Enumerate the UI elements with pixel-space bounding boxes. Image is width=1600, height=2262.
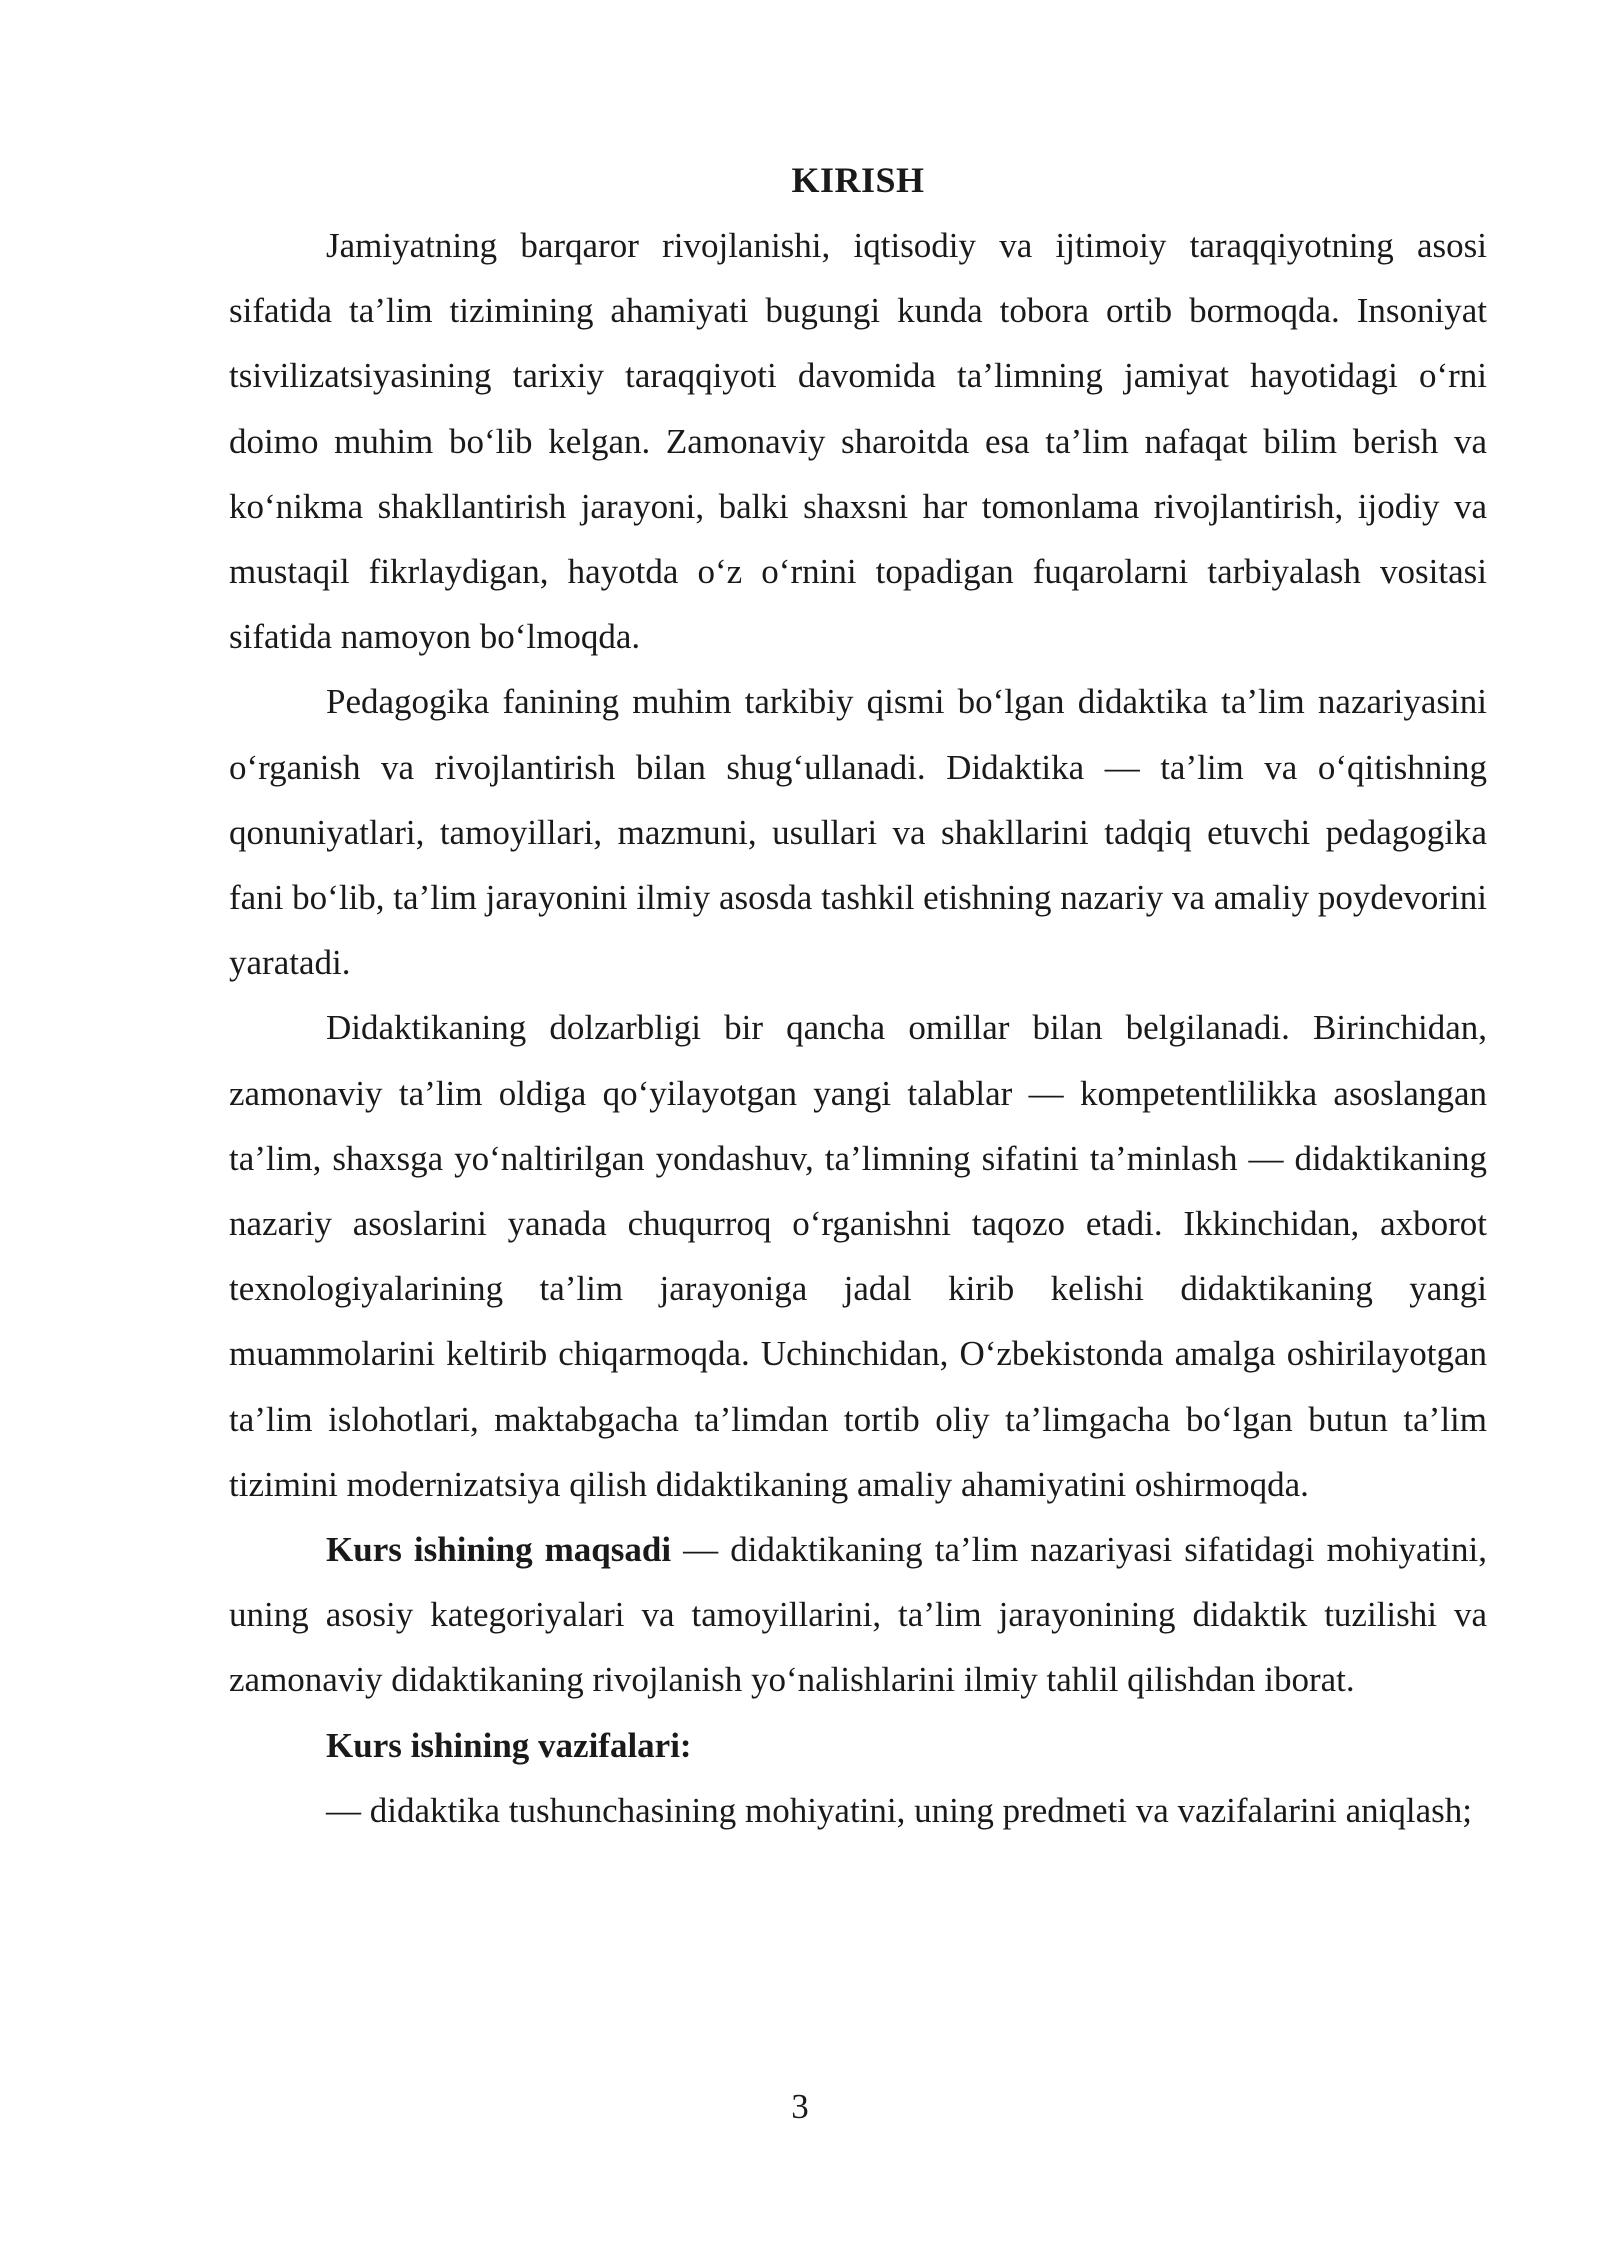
paragraph-introduction: Jamiyatning barqaror rivojlanishi, iqtisodiy va ijtimoiy taraqqiyotning asosi sifatida ta’lim tizimining ahamiyati bugungi kunda tobora ortib bormoqda. Insoniyat tsivilizatsiyasining tarixiy taraqqiyoti davomida ta’limning jamiyat hayotidagi o‘rni doimo muhim bo‘lib kelgan. Zamonaviy sharoitda esa ta’lim nafaqat bilim berish va ko‘nikma shakllantirish jarayoni, balki shaxsni har tomonlama rivojlantirish, ijodiy va mustaqil fikrlaydigan, hayotda o‘z o‘rnini topadigan fuqarolarni tarbiyalash vositasi sifatida namoyon bo‘lmoqda. xyxy=(229,226,1487,657)
section-title: KIRISH xyxy=(791,160,925,200)
page-number: 3 xyxy=(791,2087,809,2126)
tasks-heading: Kurs ishining vazifalari: xyxy=(326,1725,692,1765)
paragraph-tasks-heading xyxy=(229,1713,1487,1778)
paragraph-relevance: Didaktikaning dolzarbligi bir qancha omillar bilan belgilanadi. Birinchidan, zamonaviy ta’lim oldiga qo‘yilayotgan yangi talablar — kompetentlilikka asoslangan ta’lim, shaxsga yo‘naltirilgan yondashuv, ta’limning sifatini ta’minlash — didaktikaning nazariy asoslarini yanada chuqurroq o‘rganishni taqozo etadi. Ikkinchidan, axborot texnologiyalarining ta’lim jarayoniga jadal kirib kelishi didaktikaning yangi muammolarini keltirib chiqarmoqda. Uchinchidan, O‘zbekistonda amalga oshirilayotgan ta’lim islohotlari, maktabgacha ta’limdan tortib oliy ta’limgacha bo‘lgan butun ta’lim tizimini modernizatsiya qilish didaktikaning amaliy ahamiyatini oshirmoqda. xyxy=(229,1008,1487,1504)
document-page xyxy=(229,148,1487,1843)
goal-text: — didaktikaning ta’lim nazariyasi sifatidagi mohiyatini, uning asosiy kategoriyalari va tamoyillarini, ta’lim jarayonining didaktik tuzilishi va zamonaviy didaktikaning rivojlanish yo‘nalishlarini ilmiy tahlil qilishdan iborat. xyxy=(229,1530,1488,1700)
paragraph-goal xyxy=(229,1517,1487,1713)
paragraph-didactics-definition: Pedagogika fanining muhim tarkibiy qismi bo‘lgan didaktika ta’lim nazariyasini o‘rganish va rivojlantirish bilan shug‘ullanadi. Didaktika — ta’lim va o‘qitishning qonuniyatlari, tamoyillari, mazmuni, usullari va shakllarini tadqiq etuvchi pedagogika fani bo‘lib, ta’lim jarayonini ilmiy asosda tashkil etishning nazariy va amaliy poydevorini yaratadi. xyxy=(229,682,1487,983)
goal-heading: Kurs ishining maqsadi xyxy=(326,1530,672,1570)
paragraph-task-item: — didaktika tushunchasining mohiyatini, uning predmeti va vazifalarini aniqlash; xyxy=(326,1790,1472,1830)
